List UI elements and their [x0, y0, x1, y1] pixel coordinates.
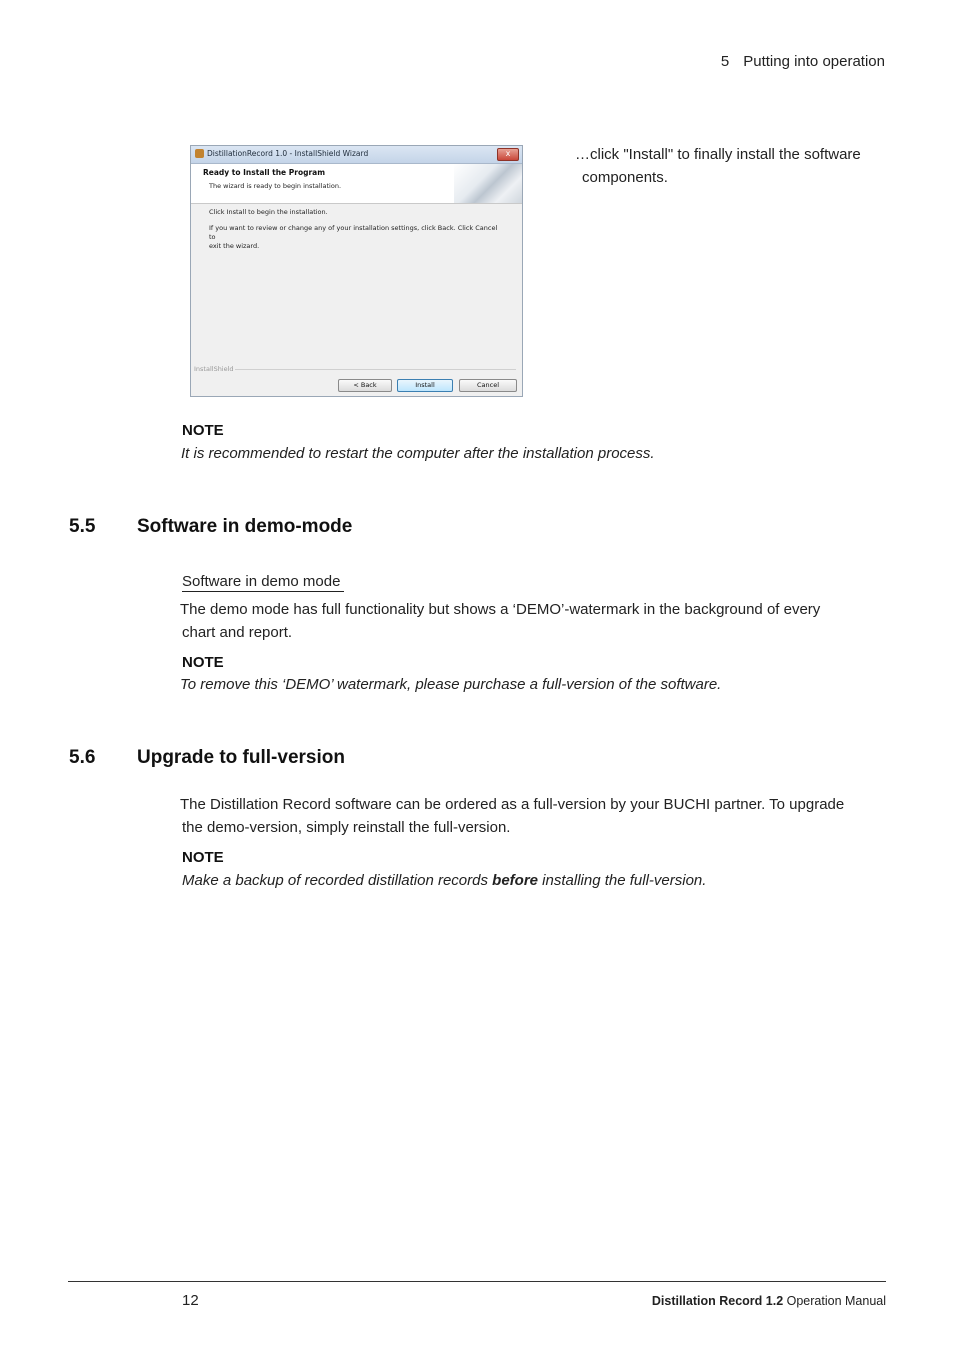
caption-line1: …click "Install" to finally install the software — [575, 146, 861, 163]
installshield-brand: InstallShield — [194, 365, 234, 373]
note-label: NOTE — [182, 849, 224, 866]
footer-product-title — [652, 1294, 886, 1308]
chapter-title: Putting into operation — [743, 53, 885, 70]
note-text-bold: before — [492, 872, 539, 889]
screenshot-caption — [575, 143, 895, 189]
cancel-button[interactable]: Cancel — [459, 379, 517, 392]
wizard-titlebar — [191, 146, 522, 164]
running-header — [721, 53, 885, 70]
footer-product-name: Distillation Record 1.2 — [651, 1294, 784, 1308]
section-number: 5.5 — [69, 516, 96, 537]
paragraph — [180, 598, 880, 644]
paragraph — [180, 793, 890, 839]
subheading — [182, 573, 344, 591]
note-text-after: installing the full-version. — [538, 872, 707, 889]
install-button[interactable]: Install — [397, 379, 453, 392]
note-text: It is recommended to restart the computer after the installation process. — [181, 445, 655, 462]
section-title: Upgrade to full-version — [137, 747, 345, 768]
paragraph-line1: The demo mode has full functionality but shows a ‘DEMO’-watermark in the background of every — [180, 601, 821, 618]
wizard-heading: Ready to Install the Program — [203, 168, 326, 177]
wizard-review-line1: If you want to review or change any of your installation settings, click Back. Click Cancel to — [209, 224, 498, 241]
note-text-before: Make a backup of recorded distillation records — [182, 872, 493, 889]
wizard-banner-graphic — [454, 164, 522, 203]
wizard-window-title: DistillationRecord 1.0 - InstallShield Wizard — [207, 149, 369, 158]
note-text: To remove this ‘DEMO’ watermark, please purchase a full-version of the software. — [180, 676, 722, 693]
section-number: 5.6 — [69, 747, 96, 768]
paragraph-line2: chart and report. — [182, 624, 293, 641]
app-icon — [195, 149, 204, 158]
note-label: NOTE — [182, 654, 224, 671]
chapter-number: 5 — [720, 53, 730, 70]
wizard-review-line2: exit the wizard. — [209, 242, 260, 250]
wizard-review-text — [209, 224, 504, 251]
installshield-wizard-screenshot — [190, 145, 523, 397]
paragraph-line1: The Distillation Record software can be ordered as a full-version by your BUCHI partner. To upgrade — [180, 796, 845, 813]
back-button[interactable]: < Back — [338, 379, 392, 392]
wizard-instruction: Click Install to begin the installation. — [209, 208, 328, 216]
footer-manual-label: Operation Manual — [783, 1294, 886, 1308]
wizard-footer-divider — [235, 369, 516, 370]
note-text — [182, 872, 706, 889]
note-label: NOTE — [182, 422, 224, 439]
footer-divider — [68, 1281, 886, 1282]
paragraph-line2: the demo-version, simply reinstall the full-version. — [182, 819, 511, 836]
subheading-text: Software in demo mode — [182, 573, 344, 592]
wizard-banner — [191, 164, 522, 204]
section-title: Software in demo-mode — [137, 516, 353, 537]
wizard-subheading: The wizard is ready to begin installation. — [209, 182, 342, 190]
caption-line2: components. — [582, 169, 668, 186]
close-icon[interactable]: x — [497, 148, 519, 161]
page-number: 12 — [182, 1292, 199, 1309]
